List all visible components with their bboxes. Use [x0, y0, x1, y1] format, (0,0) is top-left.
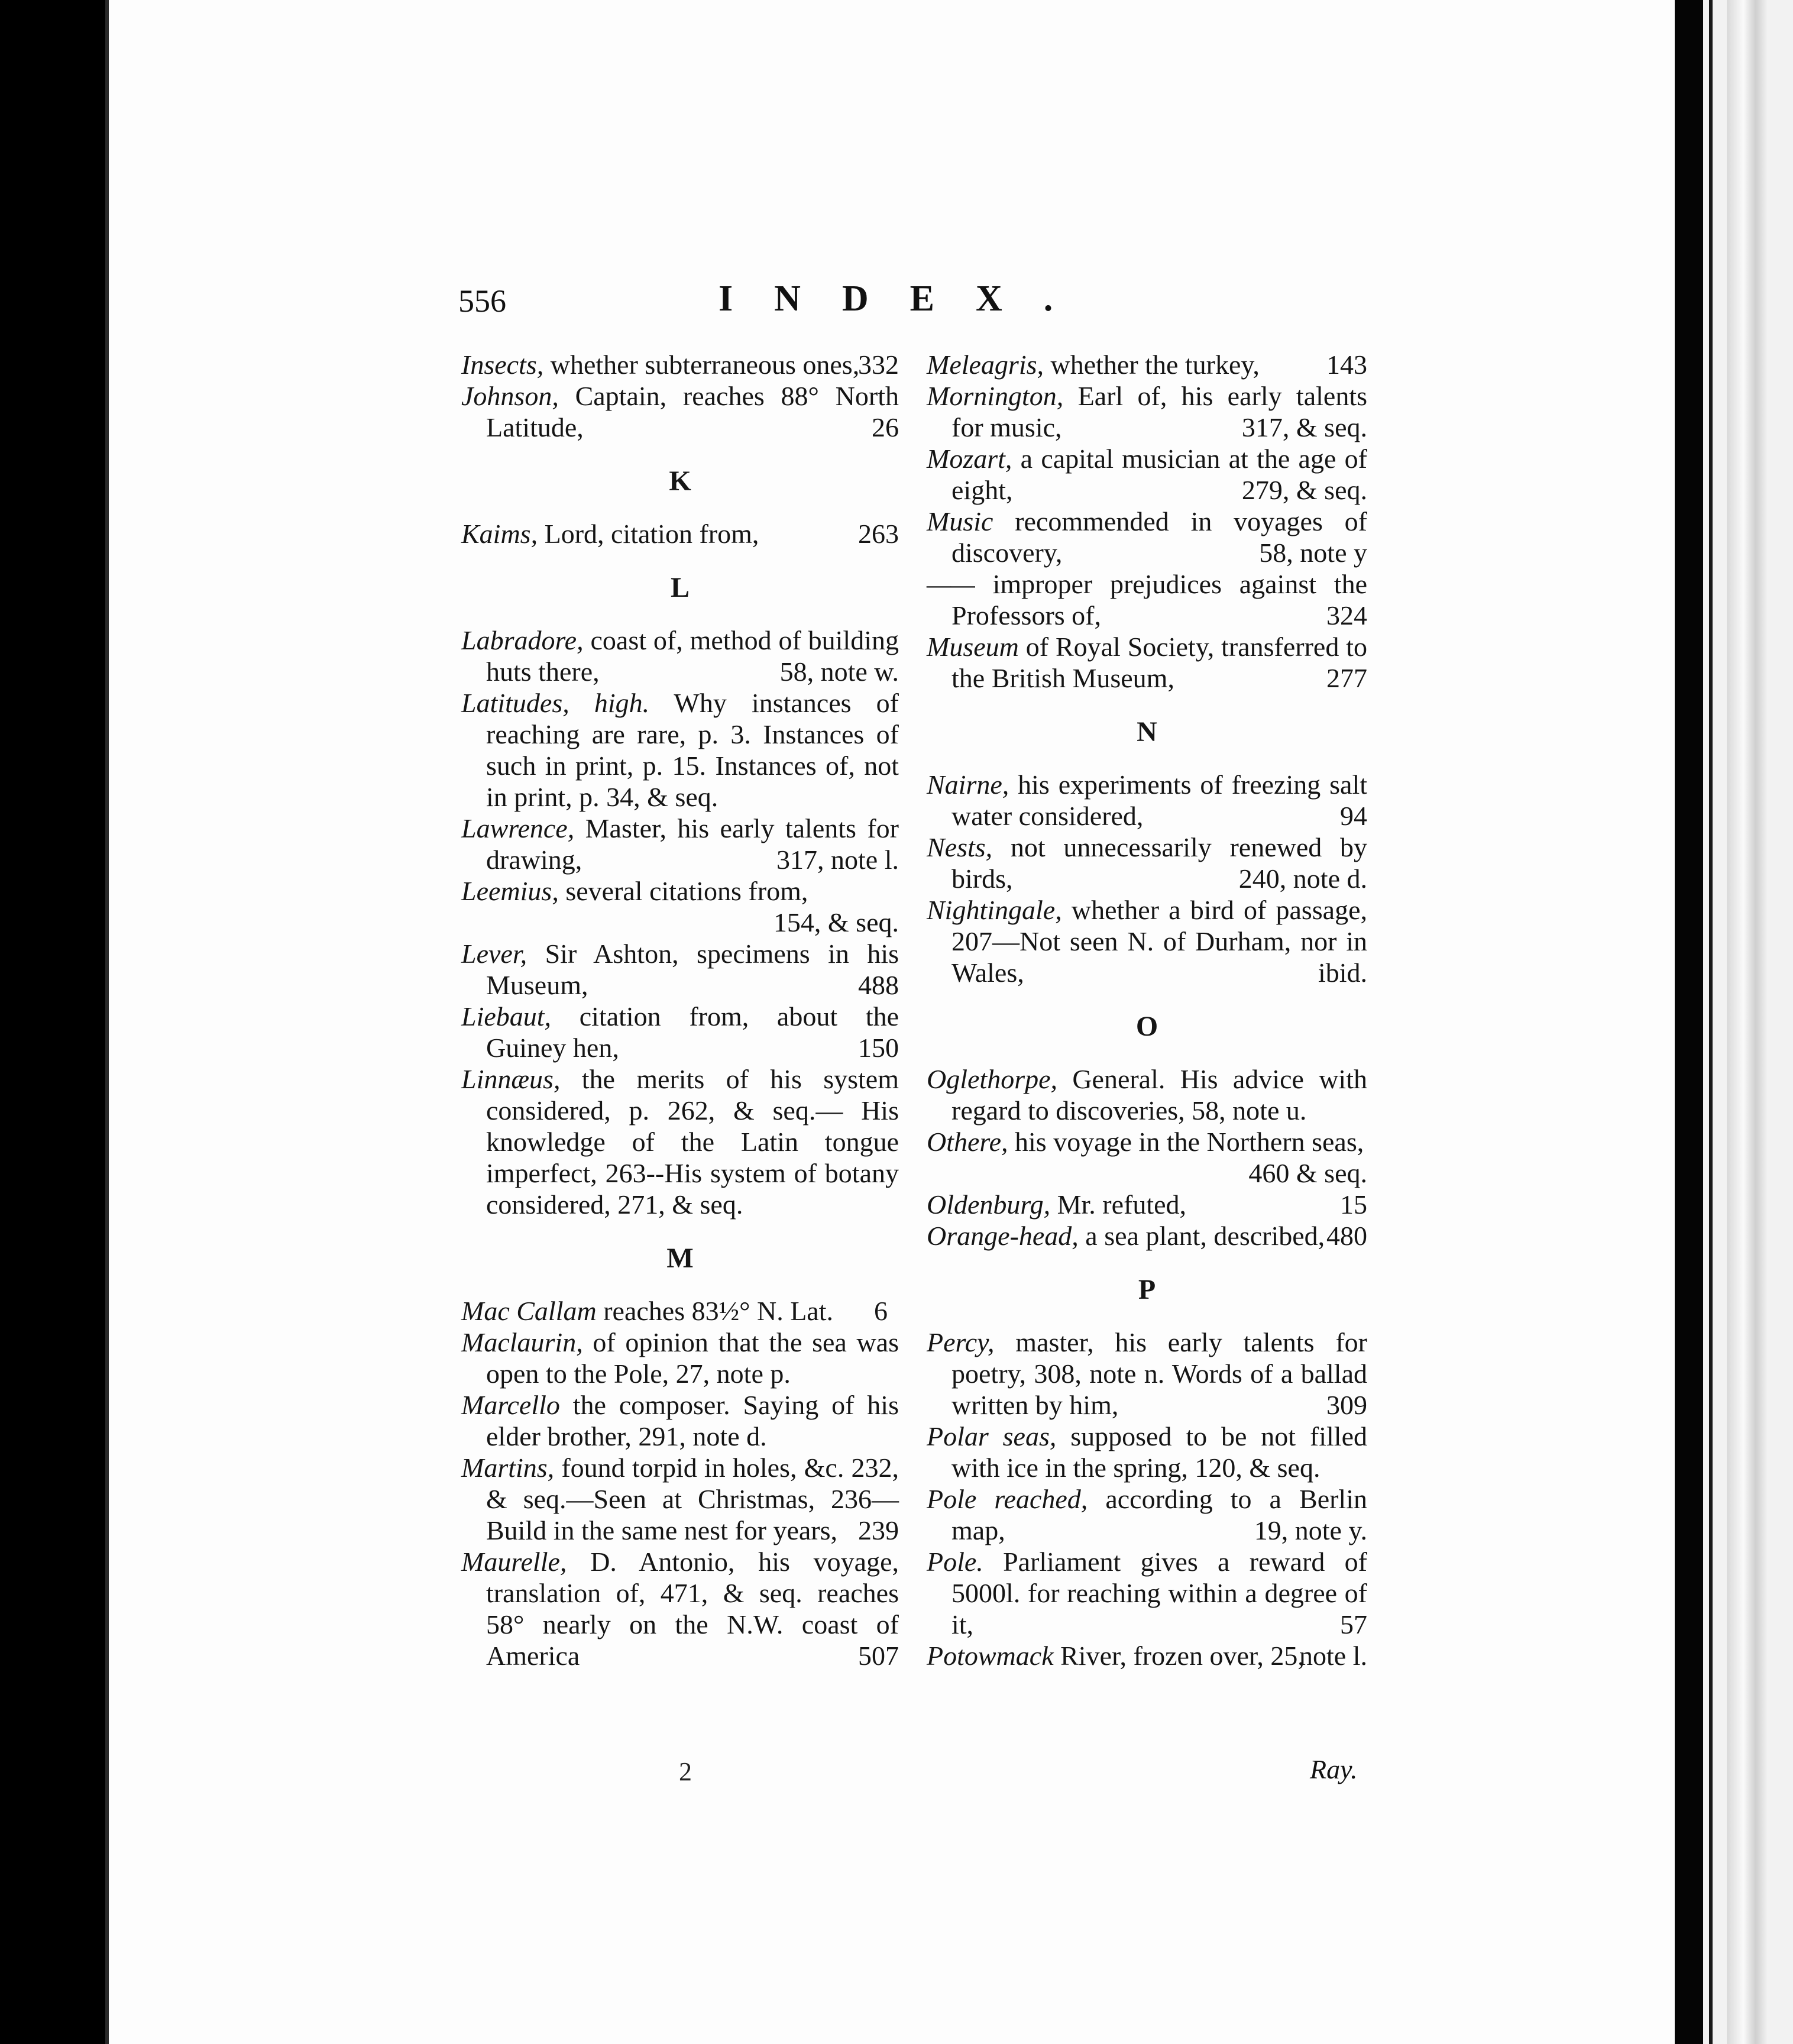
entry-headword: Polar seas, — [927, 1421, 1057, 1451]
entry-headword: Oglethorpe, — [927, 1064, 1058, 1094]
entry-text: the merits of his system considered, p. 262, & seq.— His knowledge of the Latin tongue imperfect, 263--His system of botany considered, 271, & seq. — [486, 1064, 899, 1220]
entry-text: Captain, reaches 88° North Latitude, — [486, 381, 899, 442]
entry-page-reference: 150 — [858, 1033, 899, 1063]
entry-text: the composer. Saying of his elder brother, 291, note d. — [486, 1390, 899, 1451]
entry-page-reference: 143 — [1326, 350, 1367, 380]
entry-page-reference: 460 & seq. — [1248, 1158, 1367, 1188]
book-gutter — [1675, 0, 1703, 2044]
index-column-left — [461, 349, 899, 1671]
entry-headword: Lawrence, — [461, 813, 575, 843]
entry-headword: Nests, — [927, 832, 993, 862]
entry-text: D. Antonio, his voyage, translation of, 471, & seq. reaches 58° nearly on the N.W. coast of America — [486, 1547, 899, 1671]
page-header — [458, 278, 1372, 325]
index-entry — [461, 349, 899, 380]
entry-page-reference: 279, & seq. — [1241, 475, 1367, 505]
entry-text: Lord, citation from, — [538, 519, 759, 549]
section-letter: M — [666, 1243, 694, 1274]
index-entry — [927, 506, 1367, 568]
entry-text: improper prejudices against the Professors of, — [951, 569, 1367, 630]
entry-page-reference: 332 — [858, 350, 899, 380]
entry-headword: Insects, — [461, 350, 544, 380]
entry-text: not unnecessarily renewed by birds, — [951, 832, 1367, 894]
entry-headword: Lever, — [461, 939, 527, 969]
entry-page-reference: 263 — [858, 519, 899, 549]
entry-text: supposed to be not filled with ice in the spring, 120, & seq. — [951, 1421, 1367, 1483]
index-entry — [927, 1126, 1367, 1189]
entry-headword: Labradore, — [461, 625, 584, 655]
entry-headword: Mozart, — [927, 444, 1012, 474]
entry-page-reference: 19, note y. — [1254, 1515, 1367, 1545]
entry-text: of opinion that the sea was open to the Pole, 27, note p. — [486, 1327, 899, 1389]
entry-text: recommended in voyages of discovery, — [951, 506, 1367, 568]
entry-headword: Oldenburg, — [927, 1189, 1051, 1220]
index-entry — [927, 1220, 1367, 1251]
entry-page-reference: 277 — [1326, 663, 1367, 693]
index-entry — [927, 568, 1367, 631]
entry-headword: Orange-head, — [927, 1221, 1079, 1251]
index-entry — [461, 1389, 899, 1452]
entry-headword: Music — [927, 506, 993, 536]
index-entry — [927, 631, 1367, 694]
index-entry — [927, 1189, 1367, 1220]
index-entry — [461, 1327, 899, 1389]
index-entry — [927, 769, 1367, 832]
section-letter: O — [1135, 1011, 1158, 1042]
entry-text: his experiments of freezing salt water considered, — [951, 769, 1367, 831]
entry-page-reference: 480 — [1326, 1221, 1367, 1251]
index-entry: Mac Callam reaches 83½° N. Lat. 6 — [461, 1296, 888, 1326]
entry-headword: Martins, — [461, 1453, 555, 1483]
index-entry — [927, 832, 1367, 894]
page-number: 556 — [458, 283, 506, 319]
entry-text: citation from, about the Guiney hen, — [486, 1001, 899, 1063]
adjacent-page-edge — [1703, 0, 1793, 2044]
entry-page-reference: 488 — [858, 970, 899, 1000]
entry-headword: Mornington, — [927, 381, 1064, 411]
index-entry — [927, 443, 1367, 506]
entry-page-reference: ibid. — [1318, 958, 1367, 988]
entry-headword: Othere, — [927, 1127, 1008, 1157]
entry-headword: Percy, — [927, 1327, 995, 1357]
entry-text: Parliament gives a reward of 5000l. for reaching within a degree of it, — [951, 1547, 1367, 1639]
entry-text: coast of, method of building huts there, — [486, 625, 899, 687]
entry-headword: Museum — [927, 632, 1019, 662]
index-entry — [927, 1063, 1367, 1126]
entry-text: River, frozen over, 25, — [1053, 1641, 1305, 1671]
index-entry — [461, 625, 899, 687]
entry-page-reference: 26 — [872, 412, 899, 442]
running-title: INDEX. — [719, 279, 1095, 319]
entry-text: Why instances of reaching are rare, p. 3. Instances of such in print, p. 15. Instances of, not in print, p. 34, & seq. — [486, 688, 899, 812]
entry-text: master, his early talents for poetry, 308, note n. Words of a ballad written by him, — [951, 1327, 1367, 1420]
entry-page-reference: 317, & seq. — [1241, 412, 1367, 442]
entry-headword: Liebaut, — [461, 1001, 552, 1031]
entry-headword: Potowmack — [927, 1641, 1054, 1671]
entry-page-reference: 240, note d. — [1238, 863, 1367, 894]
entry-headword: Nairne, — [927, 769, 1009, 800]
entry-page-reference: 94 — [1340, 801, 1367, 831]
index-entry — [927, 1546, 1367, 1640]
index-entry — [461, 813, 899, 875]
entry-headword: Latitudes, high. — [461, 688, 650, 718]
index-entry — [461, 938, 899, 1001]
index-entry — [927, 1640, 1367, 1671]
index-entry — [927, 1327, 1367, 1421]
entry-headword: Mac Callam — [461, 1296, 597, 1326]
entry-text: of Royal Society, transferred to the British Museum, — [951, 632, 1367, 693]
index-entry — [461, 1063, 899, 1220]
entry-page-reference: 239 — [858, 1515, 899, 1545]
entry-headword: —— — [927, 569, 975, 599]
entry-text: Sir Ashton, specimens in his Museum, — [486, 939, 899, 1000]
entry-page-reference: 58, note y — [1259, 538, 1367, 568]
entry-headword: Kaims, — [461, 519, 538, 549]
section-letter: K — [669, 465, 691, 497]
entry-text: whether a bird of passage, 207—Not seen N. of Durham, nor in Wales, — [951, 895, 1367, 988]
entry-headword: Pole. — [927, 1547, 983, 1577]
index-entry — [461, 1452, 899, 1546]
index-entry — [461, 1546, 899, 1671]
entry-text: a sea plant, described, — [1078, 1221, 1325, 1251]
index-entry — [927, 349, 1367, 380]
index-entry — [927, 894, 1367, 988]
entry-headword: Nightingale, — [927, 895, 1062, 925]
entry-text: Master, his early talents for drawing, — [486, 813, 899, 875]
index-entry — [461, 875, 899, 938]
entry-headword: Leemius, — [461, 876, 559, 906]
section-letter: N — [1137, 716, 1157, 748]
entry-text: reaches 83½° N. Lat. — [596, 1296, 834, 1326]
index-entry — [461, 687, 899, 813]
entry-page-reference: 317, note l. — [776, 845, 899, 875]
index-entry — [461, 518, 899, 549]
index-entry — [927, 1483, 1367, 1546]
entry-page-reference: 507 — [858, 1641, 899, 1671]
entry-page-reference: 58, note w. — [779, 656, 899, 687]
entry-text: according to a Berlin map, — [951, 1484, 1367, 1545]
entry-headword: Meleagris, — [927, 350, 1044, 380]
entry-text: several citations from, — [558, 876, 808, 906]
entry-text: a capital musician at the age of eight, — [951, 444, 1367, 505]
entry-text: Mr. refuted, — [1050, 1189, 1187, 1220]
index-entry — [927, 1421, 1367, 1483]
entry-headword: Maurelle, — [461, 1547, 567, 1577]
entry-text: Earl of, his early talents for music, — [951, 381, 1367, 442]
index-column-right — [927, 349, 1367, 1671]
entry-text: whether subterraneous ones, — [543, 350, 860, 380]
adjacent-page-strip — [1709, 0, 1713, 2044]
entry-headword: Johnson, — [461, 381, 559, 411]
entry-page-reference: 57 — [1340, 1609, 1367, 1639]
entry-headword: Maclaurin, — [461, 1327, 583, 1357]
entry-headword: Marcello — [461, 1390, 560, 1420]
signature-mark: 2 — [679, 1757, 692, 1786]
index-entry — [461, 380, 899, 443]
entry-page-reference: note l. — [1299, 1641, 1367, 1671]
entry-text: General. His advice with regard to discoveries, 58, note u. — [951, 1064, 1367, 1126]
catchword: Ray. — [1310, 1754, 1358, 1784]
entry-headword: Pole reached, — [927, 1484, 1088, 1514]
entry-page-reference: 309 — [1326, 1390, 1367, 1420]
index-entry — [461, 1001, 899, 1063]
entry-text: found torpid in holes, &c. 232, & seq.—Seen at Christmas, 236—Build in the same nest for years, — [486, 1453, 899, 1545]
adjacent-page-fold — [1727, 0, 1768, 2044]
section-letter: P — [1138, 1274, 1156, 1305]
entry-text: whether the turkey, — [1044, 350, 1260, 380]
entry-text: his voyage in the Northern seas, — [1008, 1127, 1364, 1157]
section-letter: L — [670, 572, 690, 603]
entry-page-reference: 154, & seq. — [773, 907, 899, 937]
entry-page-reference: 324 — [1326, 600, 1367, 630]
entry-page-reference: 15 — [1340, 1189, 1367, 1220]
entry-headword: Linnæus, — [461, 1064, 561, 1094]
index-entry — [927, 380, 1367, 443]
